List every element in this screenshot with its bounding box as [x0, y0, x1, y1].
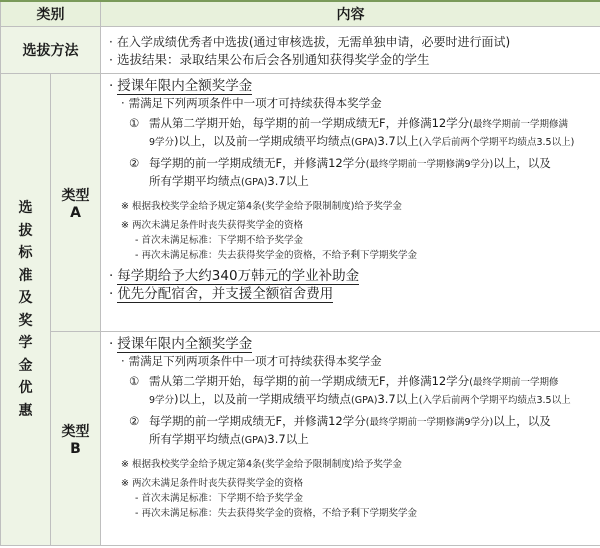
type-b-cond-1-line-1: ① 需从第二学期开始，每学期的前一学期成绩无F，并修满12学分(最终学期前一学期修: [129, 374, 559, 388]
type-a-label: 类型 A: [51, 74, 101, 332]
type-a-note-4: - 再次未满足标准：失去获得奖学金的资格，不给予剩下学期奖学金: [135, 250, 417, 261]
header-category: 类别: [1, 1, 101, 27]
type-b-cond-2-line-1: ② 每学期的前一学期成绩无F，并修满12学分(最终学期前一学期修满9学分)以上，以及: [129, 414, 551, 428]
type-a-content: [101, 74, 600, 332]
type-b-cond-intro: 需满足下列两项条件中一项才可持续获得本奖学金: [128, 354, 382, 368]
type-b-cond-2-line-2: 所有学期平均绩点(GPA)3.7以上: [149, 432, 309, 446]
criteria-label-text: 选 拔 标 准 及 奖 学 金 优 惠: [18, 200, 33, 419]
type-a-extra-2: 优先分配宿舍，并支援全额宿舍费用: [117, 286, 334, 302]
method-label: 选拔方法: [1, 27, 101, 74]
type-a-cond-1-line-2: 9学分)以上，以及前一学期成绩平均绩点(GPA)3.7以上(入学后前两个学期平均绩点3.5以上): [149, 134, 575, 148]
type-b-cond-1-line-2: 9学分)以上，以及前一学期成绩平均绩点(GPA)3.7以上(入学后前两个学期平均绩点3.5以上: [149, 392, 571, 406]
type-b-row: [1, 332, 600, 546]
type-b-note-1: ※ 根据我校奖学金给予规定第4条(奖学金给予限制制度)给予奖学金: [121, 459, 402, 470]
type-a-cond-1-line-1: ① 需从第二学期开始，每学期的前一学期成绩无F，并修满12学分(最终学期前一学期修满: [129, 116, 568, 130]
type-a-row: [1, 74, 600, 332]
type-b-content: [101, 332, 600, 546]
method-content: [101, 27, 600, 74]
type-b-note-4: - 再次未满足标准：失去获得奖学金的资格，不给予剩下学期奖学金: [135, 508, 417, 519]
type-a-note-2: ※ 两次未满足条件时丧失获得奖学金的资格: [121, 220, 303, 231]
type-a-note-1: ※ 根据我校奖学金给予规定第4条(奖学金给予限制制度)给予奖学金: [121, 201, 402, 212]
type-b-label: 类型 B: [51, 332, 101, 546]
type-a-cond-2-line-1: ② 每学期的前一学期成绩无F，并修满12学分(最终学期前一学期修满9学分)以上，以及: [129, 156, 551, 170]
type-a-note-3: - 首次未满足标准：下学期不给予奖学金: [135, 235, 303, 246]
table-header-row: [1, 1, 600, 27]
header-content: 内容: [101, 1, 600, 27]
method-row: [1, 27, 600, 74]
type-b-note-2: ※ 两次未满足条件时丧失获得奖学金的资格: [121, 478, 303, 489]
method-line-1: · 在入学成绩优秀者中选拔(通过审核选拔，无需单独申请，必要时进行面试): [109, 33, 594, 51]
type-a-cond-intro: 需满足下列两项条件中一项才可持续获得本奖学金: [128, 96, 382, 110]
type-a-cond-2-line-2: 所有学期平均绩点(GPA)3.7以上: [149, 174, 309, 188]
type-b-title: 授课年限内全额奖学金: [117, 336, 253, 352]
type-a-extra-1: 每学期给予大约340万韩元的学业补助金: [117, 268, 360, 284]
criteria-label: [1, 74, 51, 546]
type-a-title: 授课年限内全额奖学金: [117, 78, 253, 94]
method-line-2: · 选拔结果：录取结果公布后会各别通知获得奖学金的学生: [109, 51, 594, 69]
type-b-note-3: - 首次未满足标准：下学期不给予奖学金: [135, 493, 303, 504]
